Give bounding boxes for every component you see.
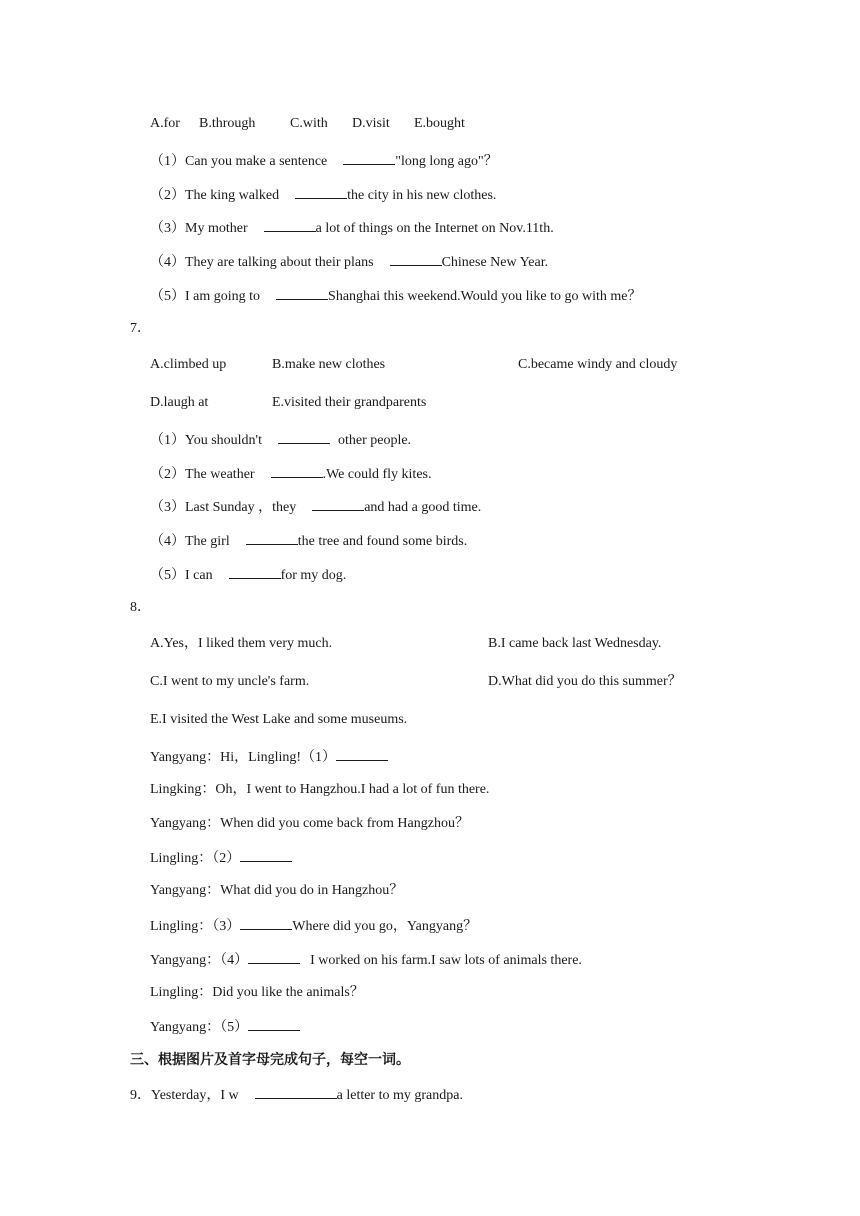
q8-option-c: C.I went to my uncle's farm. [150,674,310,689]
dialogue-line-9 [150,1017,300,1037]
q7-sentence-1 [150,430,411,450]
q8-option-b: B.I came back last Wednesday. [488,636,662,651]
answer-blank[interactable] [248,950,300,964]
dialogue-line-2: Lingking：Oh，I went to Hangzhou.I had a lot of fun there. [150,782,490,797]
sentence-text: a letter to my grandpa. [336,1088,463,1103]
q7-sentence-4 [150,531,467,551]
sentence-text: （4）They are talking about their plans [150,255,374,270]
q8-option-d: D.What did you do this summer？ [488,674,682,689]
q6-sentence-4 [150,252,548,272]
q7-option-c: C.became windy and cloudy [518,357,678,372]
q6-option-d: D.visit [352,116,390,131]
answer-blank[interactable] [312,497,364,511]
answer-blank[interactable] [240,916,292,930]
sentence-text: （3）My mother [150,221,248,236]
sentence-text: "long long ago"？ [395,154,498,169]
q7-option-d: D.laugh at [150,395,209,410]
sentence-text: .We could fly kites. [322,467,432,482]
answer-blank[interactable] [390,252,442,266]
sentence-text: for my dog. [280,568,347,583]
q7-option-b: B.make new clothes [272,357,386,372]
sentence-text: （1）You shouldn't [150,433,262,448]
answer-blank[interactable] [336,747,388,761]
dialogue-line-3: Yangyang：When did you come back from Hangzhou？ [150,816,469,831]
sentence-text: （4）The girl [150,534,230,549]
q8-option-e: E.I visited the West Lake and some museums. [150,712,408,727]
answer-blank[interactable] [343,151,395,165]
dialogue-line-8: Lingling：Did you like the animals？ [150,985,364,1000]
q6-sentence-3 [150,218,554,238]
dialogue-text: Yangyang：（4） [150,953,249,968]
sentence-text: （2）The king walked [150,188,280,203]
question-number-8: 8． [130,600,151,615]
sentence-text: the city in his new clothes. [347,188,497,203]
q7-sentence-2 [150,464,431,484]
dialogue-line-5: Yangyang：What did you do in Hangzhou？ [150,883,404,898]
dialogue-text: I worked on his farm.I saw lots of animals there. [310,953,582,968]
sentence-text: （5）I can [150,568,213,583]
q6-option-c: C.with [290,116,328,131]
answer-blank[interactable] [229,565,281,579]
dialogue-text: Lingling：（2） [150,851,241,866]
q7-option-e: E.visited their grandparents [272,395,427,410]
answer-blank[interactable] [246,531,298,545]
question-number-7: 7． [130,321,151,336]
dialogue-line-4 [150,848,292,868]
dialogue-line-6 [150,916,477,936]
sentence-text: （3）Last Sunday ，they [150,500,297,515]
answer-blank[interactable] [295,185,347,199]
dialogue-line-7 [150,950,582,970]
sentence-text: （2）The weather [150,467,255,482]
dialogue-line-1 [150,747,388,767]
sentence-text: other people. [337,433,412,448]
sentence-text: （1）Can you make a sentence [150,154,328,169]
q8-option-a: A.Yes，I liked them very much. [150,636,333,651]
q7-sentence-3 [150,497,481,517]
answer-blank[interactable] [255,1085,337,1099]
dialogue-text: Yangyang：Hi，Lingling!（1） [150,750,337,765]
answer-blank[interactable] [264,218,316,232]
answer-blank[interactable] [240,848,292,862]
sentence-text: Shanghai this weekend.Would you like to go with me？ [328,289,642,304]
answer-blank[interactable] [276,286,328,300]
q6-sentence-1 [150,151,498,171]
section-heading: 三、根据图片及首字母完成句子，每空一词。 [130,1052,410,1068]
q9-sentence [130,1085,463,1105]
q6-sentence-5 [150,286,642,306]
sentence-text: Chinese New Year. [441,255,549,270]
sentence-text: the tree and found some birds. [297,534,468,549]
q7-option-a: A.climbed up [150,357,227,372]
q6-option-b: B.through [199,116,256,131]
q6-sentence-2 [150,185,496,205]
sentence-text: 9．Yesterday，I w [130,1088,239,1103]
sentence-text: a lot of things on the Internet on Nov.11th. [315,221,554,236]
dialogue-text: Where did you go，Yangyang？ [292,919,478,934]
q6-option-e: E.bought [414,116,465,131]
sentence-text: and had a good time. [364,500,482,515]
dialogue-text: Yangyang：（5） [150,1020,249,1035]
answer-blank[interactable] [271,464,323,478]
answer-blank[interactable] [248,1017,300,1031]
answer-blank[interactable] [278,430,330,444]
dialogue-text: Lingling：（3） [150,919,241,934]
q6-option-a: A.for [150,116,180,131]
sentence-text: （5）I am going to [150,289,261,304]
q7-sentence-5 [150,565,346,585]
